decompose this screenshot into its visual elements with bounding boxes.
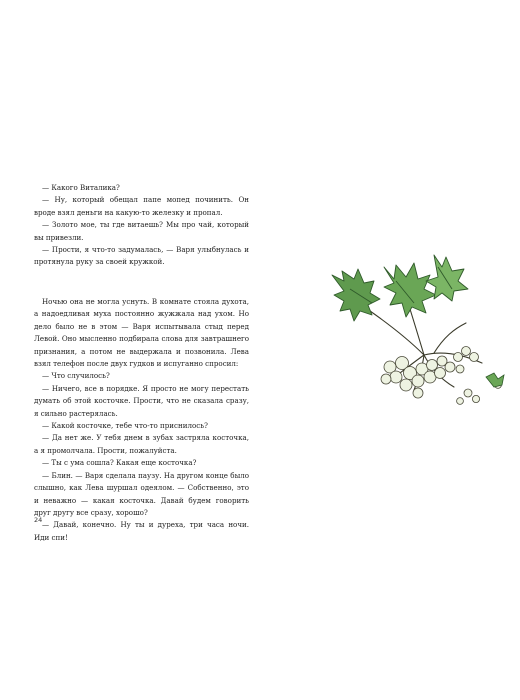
paragraph: Ночью она не могла уснуть. В комнате стояла духота, а надоедливая муха постоянно жужжала над ухом. Но дело было не в этом — Варя испытывала стыд перед Левой. Оно мысленно подбирала слова для завтрашнего признания, а потом не выдержала и позвонила. Лева взял телефон после двух гудков и испуганно спросил: — [34, 297, 249, 369]
paragraph: — Какого Виталика? — [42, 183, 120, 192]
paragraph: — Прости, я что-то задумалась, — Варя улыбнулась и протянула руку за своей кружкой. — [34, 245, 249, 267]
paragraph: — Ну, который обещал папе мопед починить. Он вроде взял деньги на какую-то железку и пропал. — [34, 195, 249, 217]
viburnum-branch-icon — [314, 245, 520, 451]
paragraph: — Ты с ума сошла? Какая еще косточка? — [42, 458, 197, 468]
paragraph: — Да нет же. У тебя днем в зубах застряла косточка, а я промолчала. Прости, пожалуйста. — [34, 433, 249, 455]
paragraph: — Блин. — Варя сделала паузу. На другом конце было слышно, как Лева шуршал одеялом. — Собственно, это и неважно — какая косточка. Давай будем говорить друг другу все сразу, хорошо? — [34, 470, 249, 517]
paragraph: — Что случилось? — [42, 371, 110, 381]
paragraph: — Золото мое, ты где витаешь? Мы про чай, который вы привезли. — [34, 220, 249, 242]
paragraph: — Ничего, все в порядке. Я просто не могу перестать думать об этой косточке. Прости, что не сказала сразу, я сильно растерялась. — [34, 383, 249, 418]
text-block-night-call — [34, 296, 249, 544]
text-block-dialogue — [34, 182, 249, 269]
paragraph: — Какой косточке, тебе что-то приснилось? — [42, 421, 208, 431]
page-number: 24 — [34, 516, 43, 524]
paragraph: — Давай, конечно. Ну ты и дуреха, три часа ночи. Иди спи! — [34, 520, 249, 542]
